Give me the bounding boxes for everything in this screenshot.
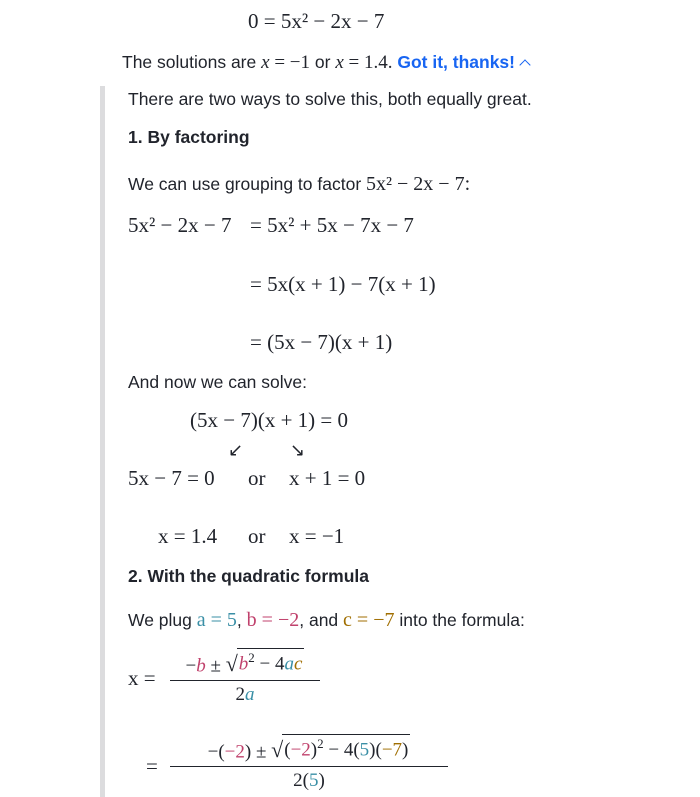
- plug-line: We plug a = 5, b = −2, and c = −7 into the formula:: [128, 609, 525, 631]
- got-it-thanks-link[interactable]: Got it, thanks!: [397, 52, 529, 72]
- b-value: b = −2: [246, 609, 300, 631]
- arrow-down-right-icon: ↘: [290, 440, 306, 461]
- x-var: x: [261, 52, 270, 73]
- right-branch: x + 1 = 0: [289, 466, 366, 490]
- solutions-prefix: The solutions are: [122, 52, 257, 72]
- or-word: or: [314, 52, 331, 72]
- or-sol: or: [248, 524, 266, 548]
- formula-b: b: [196, 655, 206, 677]
- quadratic-formula: −b ± √ $b^2 - 4ac$ 2a: [170, 648, 320, 706]
- or-branch: or: [248, 466, 266, 490]
- top-equation: 0 = 5x² − 2x − 7: [248, 9, 385, 33]
- sol-right: x = −1: [289, 524, 345, 548]
- solutions-line: [122, 52, 529, 74]
- intro-text: There are two ways to solve this, both equally great.: [128, 89, 532, 109]
- left-branch: 5x − 7 = 0: [128, 466, 215, 490]
- step1-rhs: = 5x² + 5x − 7x − 7: [250, 213, 414, 237]
- explanation-border: [100, 86, 105, 797]
- substituted-formula: −(−2) ± √ $(-2)^2 - 4(5)(-7)$ 2(5): [170, 734, 448, 792]
- section1-title: 1. By factoring: [128, 127, 250, 147]
- c-value: c = −7: [343, 609, 395, 631]
- chevron-up-icon[interactable]: [519, 59, 530, 70]
- grouping-expr: 5x² − 2x − 7:: [366, 173, 471, 195]
- sub-equals: =: [146, 754, 158, 778]
- arrow-down-left-icon: ↙: [228, 440, 244, 461]
- product-equation: (5x − 7)(x + 1) = 0: [190, 408, 349, 432]
- solution-neg1: = −1: [274, 52, 310, 73]
- plug-prefix: We plug: [128, 610, 192, 630]
- step1-lhs: 5x² − 2x − 7: [128, 213, 232, 237]
- step3: = (5x − 7)(x + 1): [250, 330, 393, 354]
- plug-suffix: into the formula:: [399, 610, 525, 630]
- sol-left: x = 1.4: [158, 524, 218, 548]
- solution-14: = 1.4.: [348, 52, 393, 73]
- x-var: x: [335, 52, 344, 73]
- a-value: a = 5: [196, 609, 237, 631]
- grouping-text: We can use grouping to factor: [128, 174, 362, 194]
- and-word: , and: [299, 610, 339, 630]
- step2: = 5x(x + 1) − 7(x + 1): [250, 272, 436, 296]
- grouping-line: [128, 173, 470, 196]
- section2-title: 2. With the quadratic formula: [128, 566, 369, 586]
- solve-text: And now we can solve:: [128, 372, 307, 392]
- formula-lhs: x =: [128, 666, 156, 690]
